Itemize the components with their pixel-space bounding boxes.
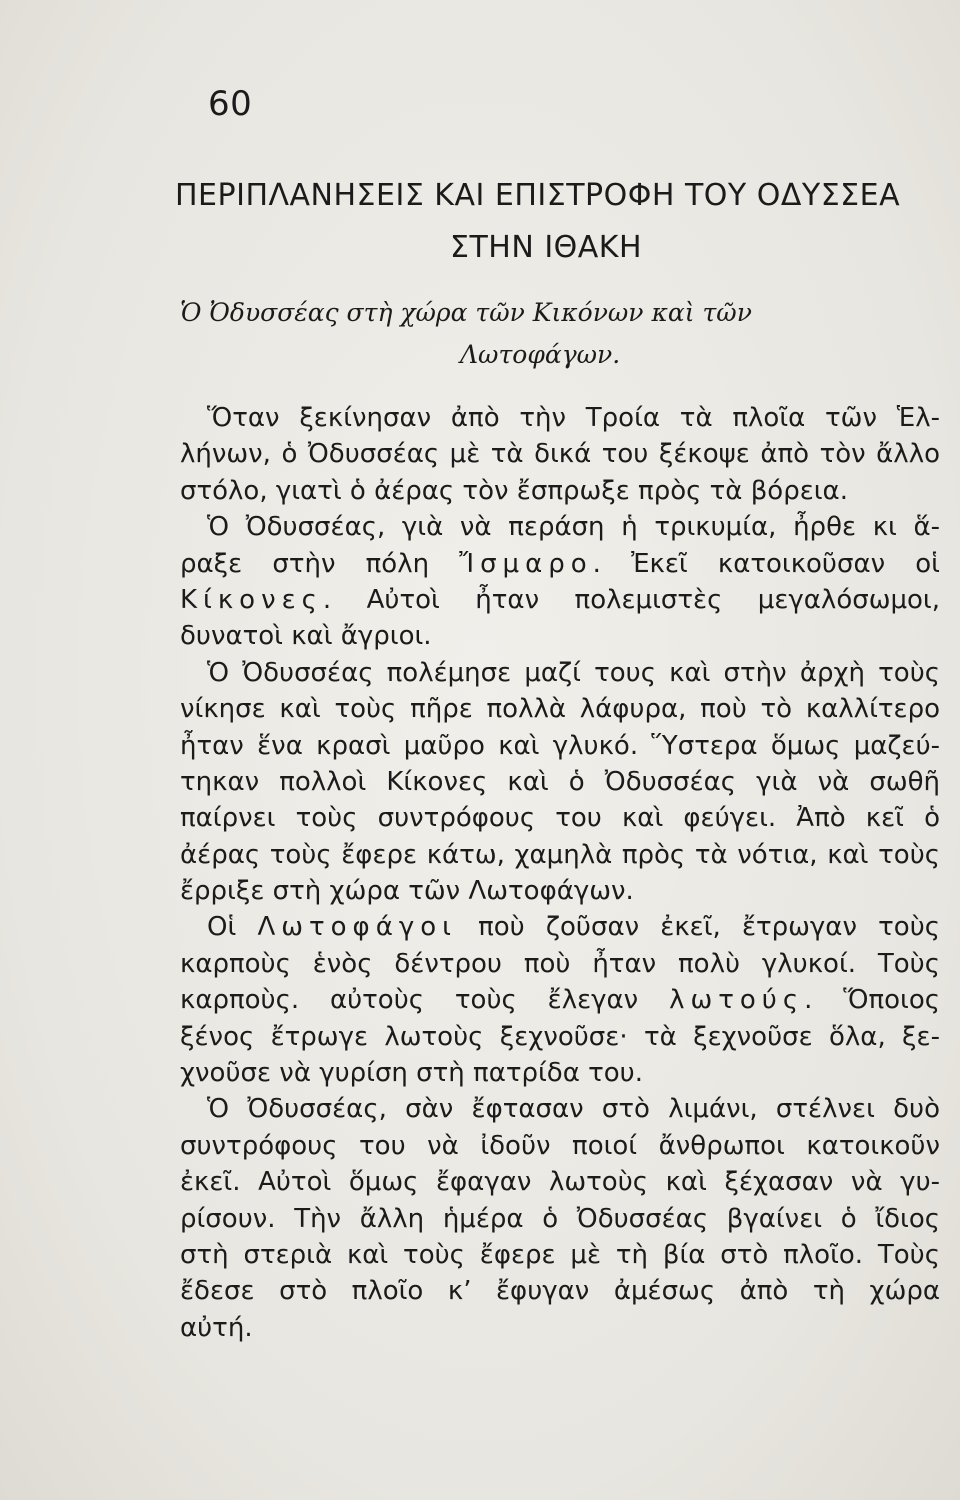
spaced-term: λωτούς: [669, 985, 805, 1016]
text-line: [180, 582, 940, 618]
spaced-term: Λωτοφάγοι: [257, 912, 457, 943]
text-run: ἔρριξε στὴ χώρα τῶν Λωτοφάγων.: [180, 876, 634, 907]
text-run: Οἱ: [207, 912, 258, 943]
spaced-term: Ἴσμαρο: [459, 548, 593, 579]
section-heading: [180, 292, 920, 376]
text-run: ρίσουν. Τὴν ἄλλη ἡμέρα ὁ Ὀδυσσέας βγαίνει ὁ ἴδιος: [180, 1203, 940, 1234]
text-line: [180, 473, 940, 509]
section-heading-line-1: Ὁ Ὀδυσσέας στὴ χώρα τῶν Κικόνων καὶ τῶν: [180, 298, 752, 327]
text-line: [180, 509, 940, 545]
text-run: . Ὅποιος: [804, 985, 941, 1016]
text-run: ἐκεῖ. Αὐτοὶ ὅμως ἔφαγαν λωτοὺς καὶ ξέχασαν νὰ γυ-: [180, 1167, 940, 1198]
text-line: [180, 764, 940, 800]
text-run: Ὁ Ὀδυσσέας, γιὰ νὰ περάση ἡ τρικυμία, ἦρθε κι ἅ-: [207, 512, 940, 543]
text-line: [180, 946, 940, 982]
chapter-title: [175, 170, 935, 274]
text-line: [180, 691, 940, 727]
text-run: ραξε στὴν πόλη: [180, 548, 460, 579]
text-run: . Ἐκεῖ κατοικοῦσαν οἱ: [592, 548, 940, 579]
text-run: Ὁ Ὀδυσσέας πολέμησε μαζί τους καὶ στὴν ἀρχὴ τοὺς: [207, 657, 940, 688]
text-line: [180, 1019, 940, 1055]
page-number: 60: [208, 84, 253, 124]
text-run: συντρόφους του νὰ ἰδοῦν ποιοί ἄνθρωποι κατοικοῦν: [180, 1130, 940, 1161]
text-run: ποὺ ζοῦσαν ἐκεῖ, ἔτρωγαν τοὺς: [456, 912, 940, 943]
text-line: [180, 400, 940, 436]
text-line: [180, 618, 940, 654]
text-run: Ὁ Ὀδυσσέας, σὰν ἔφτασαν στὸ λιμάνι, στέλνει δυὸ: [207, 1094, 940, 1125]
text-line: [180, 909, 940, 945]
text-line: [180, 1310, 940, 1346]
text-run: ἔδεσε στὸ πλοῖο κ’ ἔφυγαν ἀμέσως ἀπὸ τὴ χώρα: [180, 1276, 940, 1307]
text-run: χνοῦσε νὰ γυρίση στὴ πατρίδα του.: [180, 1058, 643, 1089]
text-run: ξένος ἔτρωγε λωτοὺς ξεχνοῦσε· τὰ ξεχνοῦσε ὅλα, ξε-: [180, 1021, 940, 1052]
text-line: [180, 1273, 940, 1309]
text-run: στὴ στεριὰ καὶ τοὺς ἔφερε μὲ τὴ βία στὸ πλοῖο. Τοὺς: [180, 1239, 940, 1270]
text-run: στόλο, γιατὶ ὁ ἀέρας τὸν ἔσπρωξε πρὸς τὰ βόρεια.: [180, 475, 848, 506]
text-line: [180, 436, 940, 472]
chapter-title-line-2: ΣΤΗΝ ΙΘΑΚΗ: [450, 230, 643, 265]
text-line: [180, 982, 940, 1018]
text-run: ἦταν ἕνα κρασὶ μαῦρο καὶ γλυκό. Ὕστερα ὅμως μαζεύ-: [180, 730, 940, 761]
text-run: δυνατοὶ καὶ ἄγριοι.: [180, 621, 432, 652]
body-text: [180, 400, 940, 1346]
text-run: παίρνει τοὺς συντρόφους του καὶ φεύγει. Ἀπὸ κεῖ ὁ: [180, 803, 940, 834]
text-line: [180, 1201, 940, 1237]
text-line: [180, 1128, 940, 1164]
text-line: [180, 1091, 940, 1127]
text-run: καρποὺς. αὐτοὺς τοὺς ἔλεγαν: [180, 985, 670, 1016]
text-line: [180, 873, 940, 909]
text-run: λήνων, ὁ Ὀδυσσέας μὲ τὰ δικά του ξέκοψε ἀπὸ τὸν ἄλλο: [180, 439, 940, 470]
text-line: [180, 655, 940, 691]
text-line: [180, 1164, 940, 1200]
text-run: αὐτή.: [180, 1312, 253, 1343]
text-run: ἀέρας τοὺς ἔφερε κάτω, χαμηλὰ πρὸς τὰ νότια, καὶ τοὺς: [180, 839, 940, 870]
text-line: [180, 800, 940, 836]
section-heading-line-2: Λωτοφάγων.: [460, 340, 621, 369]
text-run: νίκησε καὶ τοὺς πῆρε πολλὰ λάφυρα, ποὺ τὸ καλλίτερο: [180, 694, 940, 725]
text-line: [180, 837, 940, 873]
spaced-term: Κίκονες: [180, 584, 323, 615]
text-line: [180, 1055, 940, 1091]
text-run: τηκαν πολλοὶ Κίκονες καὶ ὁ Ὀδυσσέας γιὰ νὰ σωθῆ: [180, 766, 940, 797]
text-line: [180, 546, 940, 582]
text-run: καρποὺς ἑνὸς δέντρου ποὺ ἦταν πολὺ γλυκοί. Τοὺς: [180, 948, 940, 979]
chapter-title-line-1: ΠΕΡΙΠΛΑΝΗΣΕΙΣ ΚΑΙ ΕΠΙΣΤΡΟΦΗ ΤΟΥ ΟΔΥΣΣΕΑ: [175, 178, 901, 213]
text-line: [180, 728, 940, 764]
text-run: . Αὐτοὶ ἦταν πολεμιστὲς μεγαλόσωμοι,: [322, 584, 940, 615]
text-run: Ὅταν ξεκίνησαν ἀπὸ τὴν Τροία τὰ πλοῖα τῶν Ἑλ-: [207, 403, 940, 433]
text-line: [180, 1237, 940, 1273]
